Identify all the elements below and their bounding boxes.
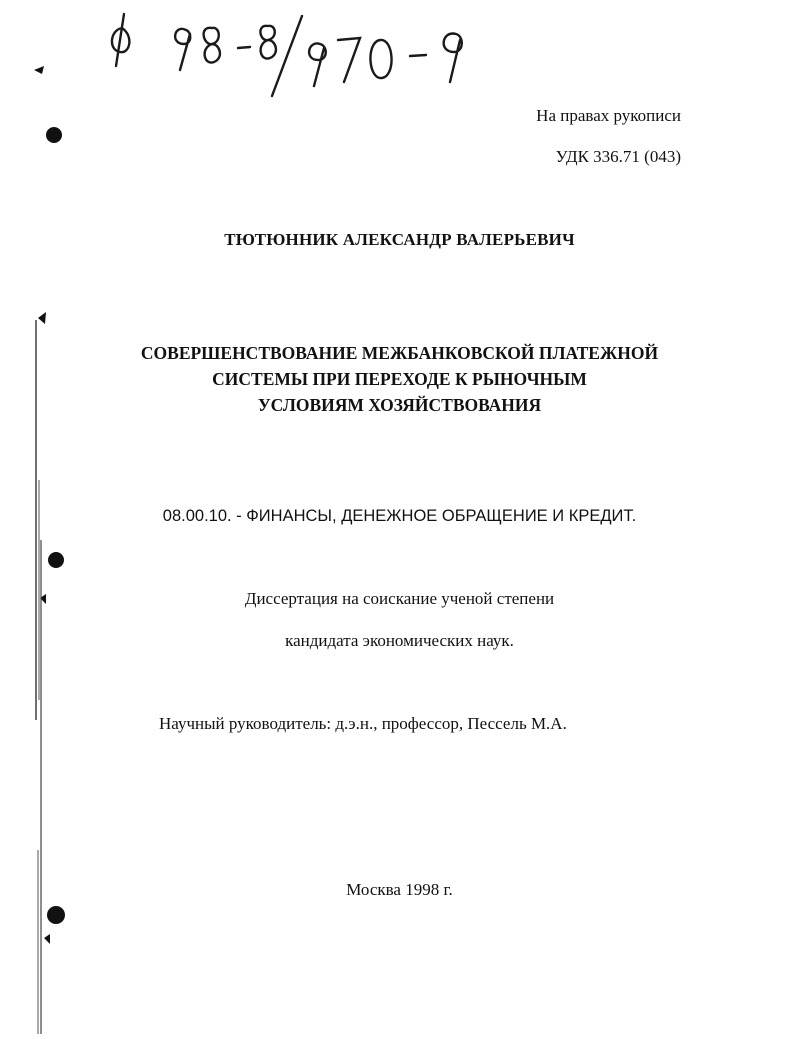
udk-code: УДК 336.71 (043) [555,147,681,166]
handwritten-archive-number [100,0,500,100]
degree-line-2: кандидата экономических наук. [285,631,514,650]
specialty-code: 08.00.10. - ФИНАНСЫ, ДЕНЕЖНОЕ ОБРАЩЕНИЕ И КРЕДИТ. [162,507,637,525]
scientific-supervisor: Научный руководитель: д.э.н., профессор, Пессель М.А. [159,714,567,733]
title-line-3: УСЛОВИЯМ ХОЗЯЙСТВОВАНИЯ [257,395,542,415]
author-name: ТЮТЮННИК АЛЕКСАНДР ВАЛЕРЬЕВИЧ [224,230,575,249]
dissertation-title [0,340,799,418]
manuscript-rights-note: На правах рукописи [536,106,681,125]
degree-line-1: Диссертация на соискание ученой степени [244,589,555,608]
title-line-2: СИСТЕМЫ ПРИ ПЕРЕХОДЕ К РЫНОЧНЫМ [212,369,587,389]
city-year: Москва 1998 г. [346,880,453,899]
title-line-1: СОВЕРШЕНСТВОВАНИЕ МЕЖБАНКОВСКОЙ ПЛАТЕЖНОЙ [140,343,659,363]
